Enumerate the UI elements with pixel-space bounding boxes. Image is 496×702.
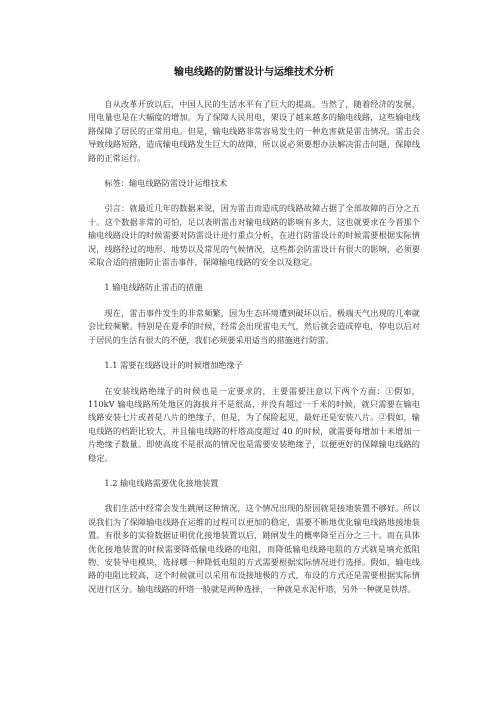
section-heading-1-2: 1.2 输电线路需要优化接地装置: [104, 477, 219, 488]
section-heading-1: 1 输电线路防止雷击的措施: [104, 282, 203, 293]
keywords-paragraph: 标签：输电线路防雷设计运维技术: [104, 178, 228, 189]
document-title: 输电线路的防雷设计与运维技术分析: [174, 67, 334, 78]
preface-paragraph: 引言：就最近几年的数据来说，因为雷击而造成的线路故障占据了全部故障的百分之五十。这个数据非常的可怕，足以表明雷击对输电线路的影响有多大，这也就要求在今晋那个输电线路设计的时候需要对防雷设计进行重点分析，在进行防雷设计的时候需要根据实际情况，线路经过的地形、地势以及常见的气候情况，这些都会防雷设计有很大的影响，必须要采取合适的措施防止雷击事件，保障输电线路的安全以及稳定。: [88, 203, 420, 268]
document-page: [88, 66, 420, 608]
section-1-1-paragraph: 在安装线路绝缘子的时候也是一定要求的，主要需要注意以下两个方面：①假如，110kV 输电线路所处地区的海拔并不是很高，并没有超过一千米的时候，就只需要在输电线路安装七片或者是八片的绝缘子，但是，为了保险起见，最好还是安装八片。②假如，输电线路的档距比较大，并且输电线路的杆塔高度超过 40 的时候，就需要每增加十米增加一片绝缘子数量。即使高度不是很高的情况也是需要安装绝缘子，以便更好的保障输电线路的稳定。: [88, 385, 420, 463]
section-heading-1-1: 1.1 需要在线路设计的时候增加绝缘子: [104, 360, 243, 371]
section-1-paragraph: 现在，雷击事件发生的非常频繁，因为生态环境遭到破坏以后，极端天气出现的几率就会比较频繁。特别是在夏季的时候，经常会出现雷电天气，然后就会造成停电，停电以后对于居民的生活有很大的不便，我们必须要采用适当的措施进行防雷。: [88, 307, 420, 345]
intro-paragraph: 自从改革开放以后，中国人民的生活水平有了巨大的提高。当然了，随着经济的发展，用电量也是在大幅度的增加。为了保障人民用电，架设了越来越多的输电线路，这些输电线路保障了居民的正常用电。但是，输电线路非常容易发生的一种危害就是雷击情况，雷击会导致线路短路，造成输电线路发生巨大的故障，所以说必须要想办法解决雷击问题，保障线路的正常运行。: [88, 99, 420, 163]
section-1-2-paragraph: 我们生活中经常会发生跳闸这种情况，这个情况出现的原因就是接地装置不够好。所以说我们为了保障输电线路在运维的过程可以更加的稳定，需要不断地优化输电线路地接地装置。有很多的实验数据证明优化接地装置以后，跳闸发生的概率降至百分之三十。而在具体优化接地装置的时候需要降低输电线路的电阻，而降低输电线路电阻的方式就是填充低阻物、安装导电模块，选择哪一种降低电阻的方式需要根据实际情况进行选择。假如，输电线路的电阻比较高，这个时候就可以采用布设接地极的方式，布设的方式还是需要根据实际情况进行区分。输电线路的杆塔一般就是两种选择，一种就是水泥杆塔，另外一种就是铁塔。: [88, 503, 420, 594]
